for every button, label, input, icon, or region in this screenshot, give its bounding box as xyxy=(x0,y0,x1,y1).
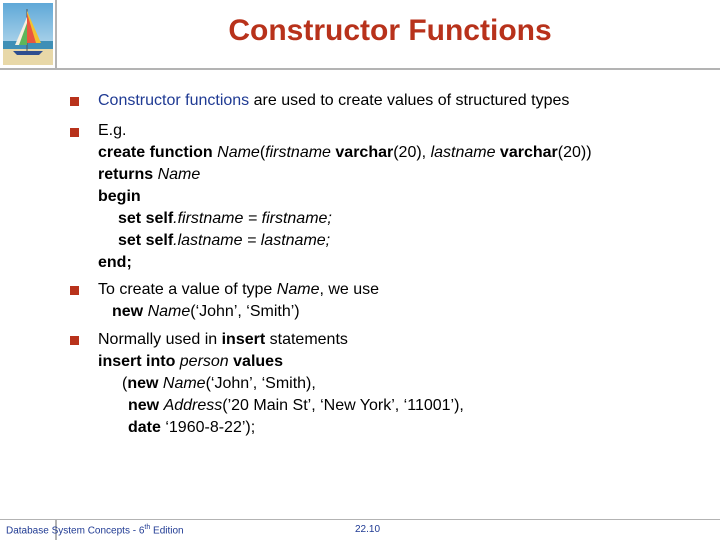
code-line: (new Name(‘John’, ‘Smith), xyxy=(122,375,316,392)
bullet-marker xyxy=(70,336,79,345)
bullet-marker xyxy=(70,286,79,295)
footer-book-title: Database System Concepts - 6th Edition xyxy=(6,524,184,537)
footer-divider xyxy=(0,519,720,520)
code-line: insert into person values xyxy=(98,353,283,370)
bullet-2-eg: E.g. xyxy=(98,122,127,139)
slide-title: Constructor Functions xyxy=(228,14,552,47)
code-line: new Name(‘John’, ‘Smith’) xyxy=(112,303,300,320)
bullet-4: Normally used in insert statements xyxy=(98,331,348,348)
header-divider xyxy=(0,68,720,70)
code-line: set self.firstname = firstname; xyxy=(118,210,332,227)
bullet-marker xyxy=(70,97,79,106)
code-line: create function Name(firstname varchar(20), lastname varchar(20)) xyxy=(98,144,592,161)
footer-page-number: 22.10 xyxy=(355,524,381,535)
code-line: begin xyxy=(98,188,141,205)
bullet-1 xyxy=(98,90,569,112)
code-line: new Address(’20 Main St’, ‘New York’, ‘11001’), xyxy=(128,397,464,414)
code-line: end; xyxy=(98,254,132,271)
code-line: date ‘1960-8-22’); xyxy=(128,419,256,436)
bullet-marker xyxy=(70,128,79,137)
bullet-1-lead: Constructor functions xyxy=(98,92,250,109)
code-line: set self.lastname = lastname; xyxy=(118,232,331,249)
bullet-1-text: are used to create values of structured types xyxy=(249,92,570,109)
code-line: returns Name xyxy=(98,166,201,183)
bullet-3: To create a value of type Name, we use xyxy=(98,281,380,298)
